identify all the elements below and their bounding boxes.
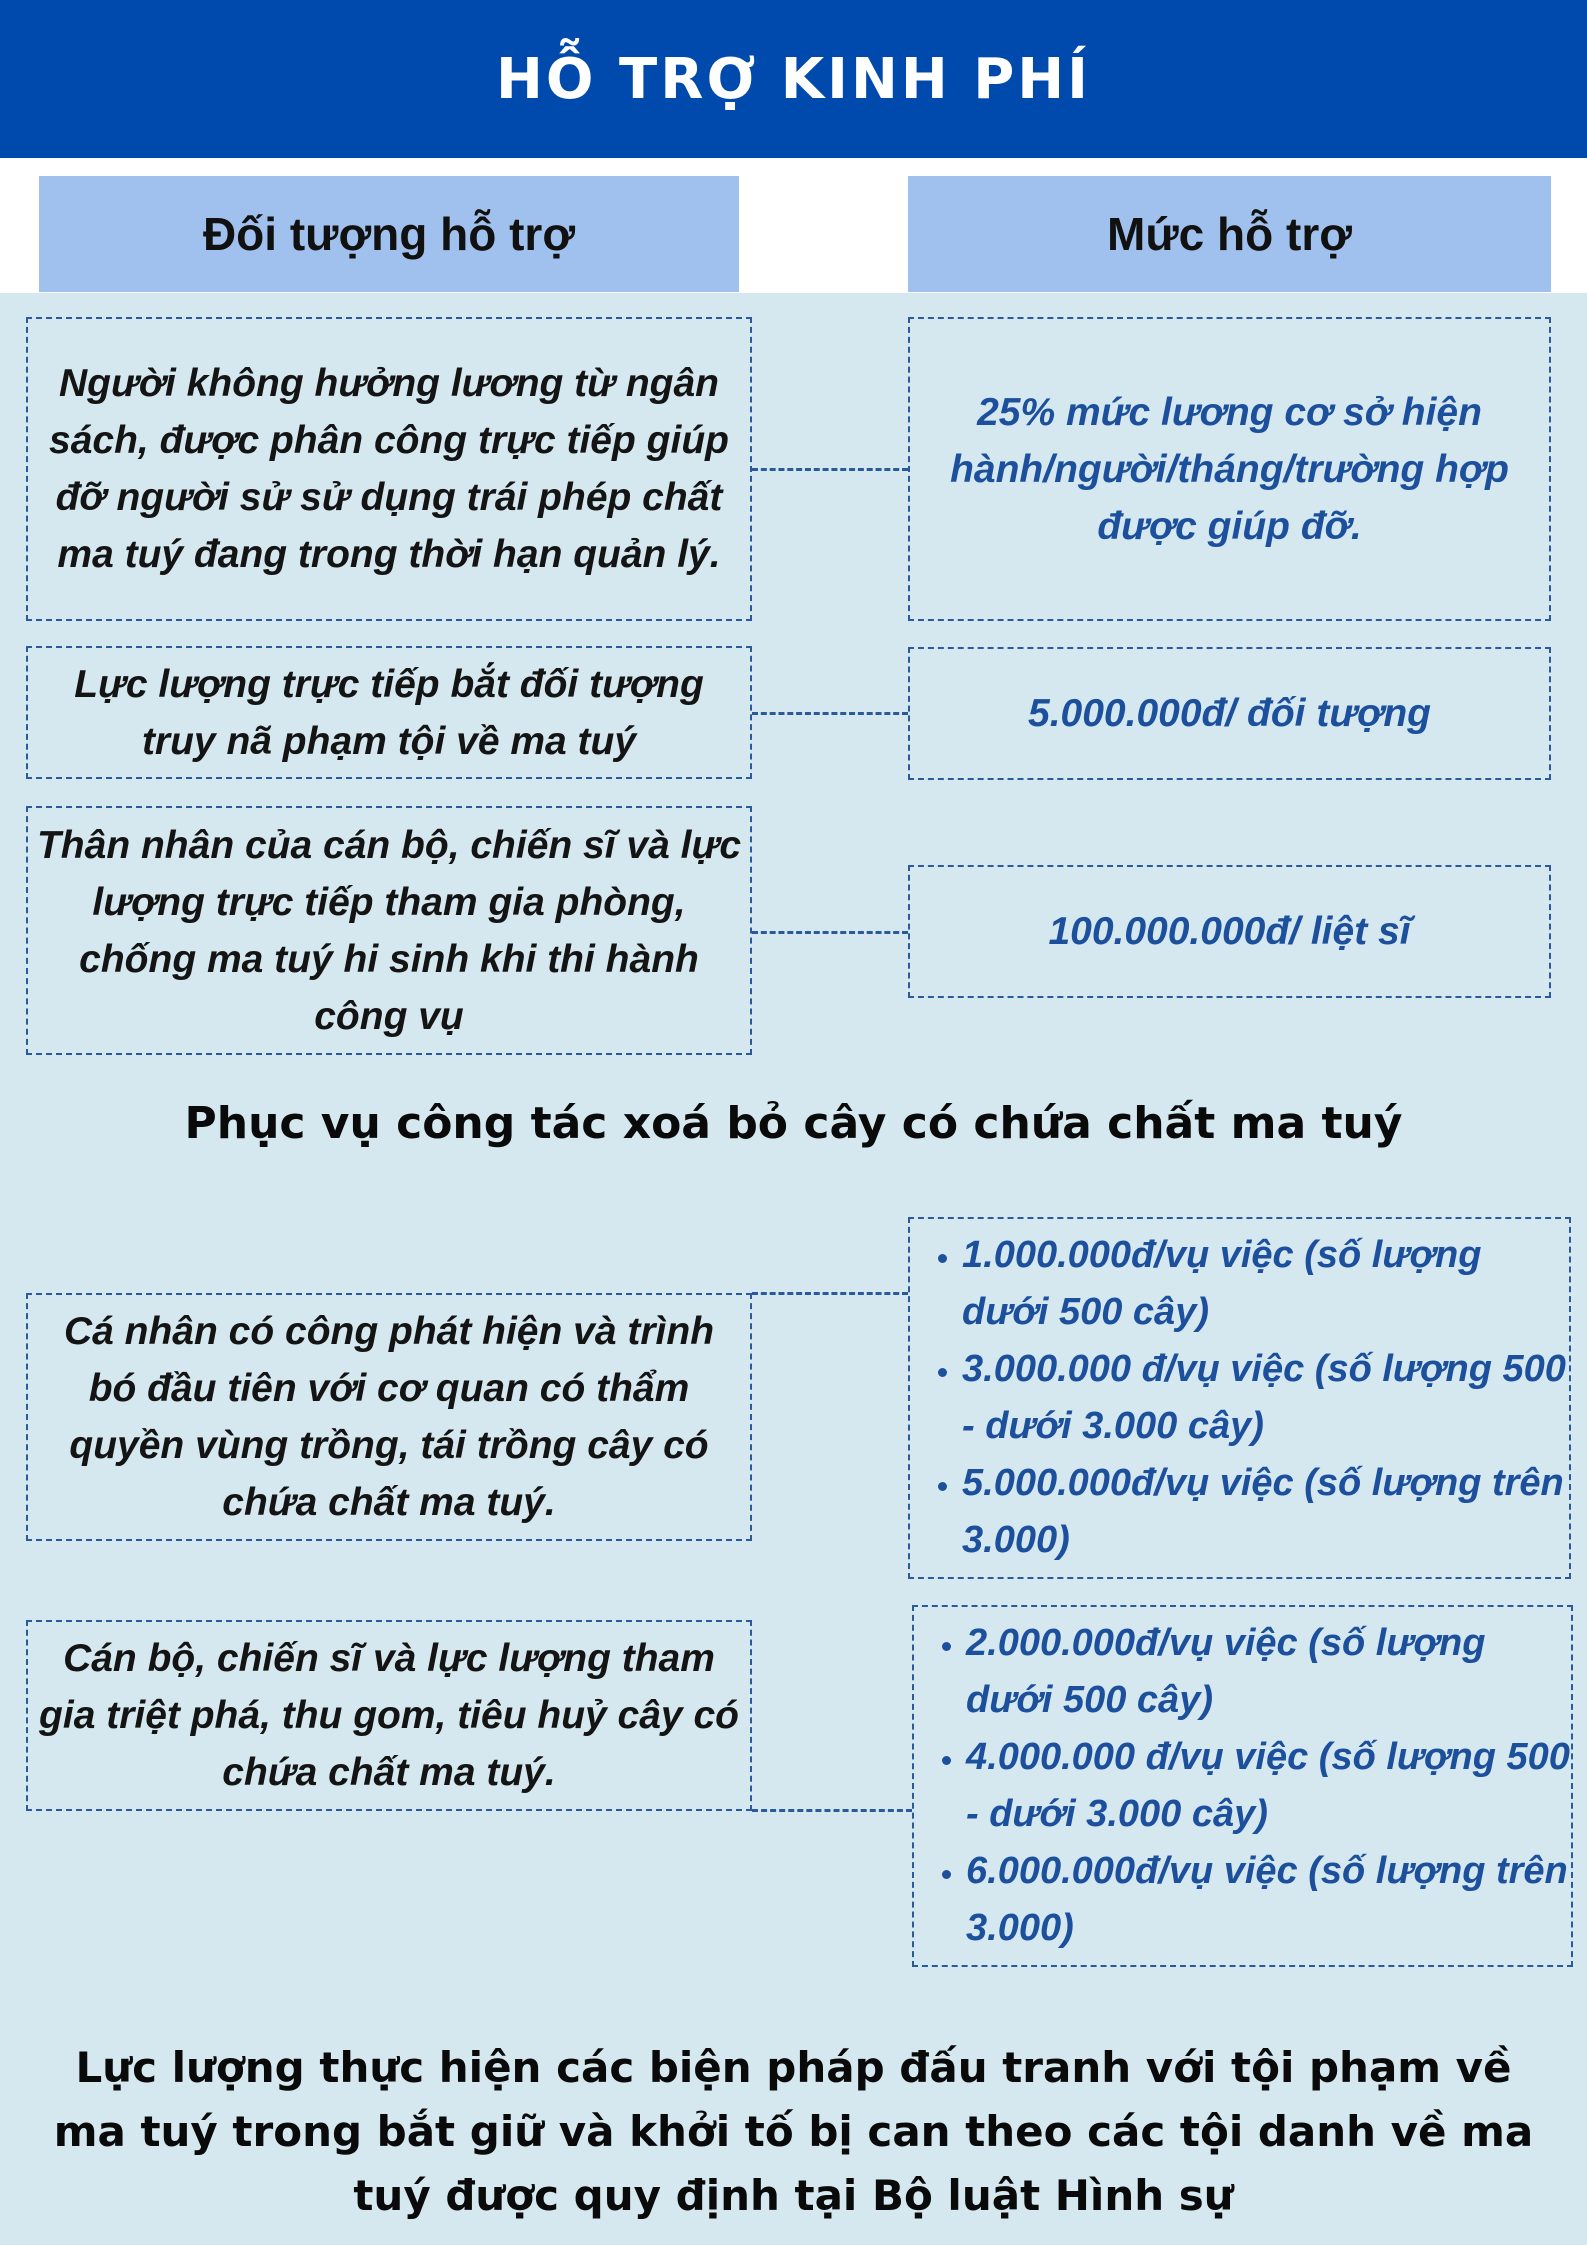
support-box-1 (908, 317, 1551, 621)
page-title: HỖ TRỢ KINH PHÍ (496, 46, 1091, 112)
section-subject-box-2 (26, 1620, 752, 1811)
section-subject-box-1 (26, 1293, 752, 1541)
list-item: • 2.000.000đ/vụ việc (số lượng dưới 500 cây) (966, 1615, 1571, 1729)
section-support-box-2 (912, 1605, 1573, 1967)
section-title: Phục vụ công tác xoá bỏ cây có chứa chất ma tuý (184, 1098, 1403, 1149)
list-item: • 3.000.000 đ/vụ việc (số lượng 500 - dưới 3.000 cây) (962, 1341, 1569, 1455)
subject-box-3 (26, 806, 752, 1055)
connector-1 (752, 468, 908, 471)
section-support-box-1 (908, 1217, 1571, 1579)
column-header-subject: Đối tượng hỗ trợ (39, 176, 739, 292)
support-list-1 (910, 1227, 1569, 1569)
connector-3 (752, 931, 908, 934)
header-banner (0, 0, 1587, 158)
connector-2 (752, 712, 908, 715)
list-item: • 4.000.000 đ/vụ việc (số lượng 500 - dưới 3.000 cây) (966, 1729, 1571, 1843)
list-item: • 5.000.000đ/vụ việc (số lượng trên 3.000) (962, 1455, 1569, 1569)
subject-box-1 (26, 317, 752, 621)
list-item: • 6.000.000đ/vụ việc (số lượng trên 3.000) (966, 1843, 1571, 1957)
subject-text-1: Người không hưởng lương từ ngân sách, được phân công trực tiếp giúp đỡ người sử sử dụng trái phép chất ma tuý đang trong thời hạn quản lý. (49, 362, 729, 576)
support-text-2: 5.000.000đ/ đối tượng (1028, 692, 1431, 735)
footer-text: Lực lượng thực hiện các biện pháp đấu tranh với tội phạm về ma tuý trong bắt giữ và khởi tố bị can theo các tội danh về ma tuý được quy định tại Bộ luật Hình sự (53, 2043, 1534, 2220)
subject-text-3: Thân nhân của cán bộ, chiến sĩ và lực lượng trực tiếp tham gia phòng, chống ma tuý hi sinh khi thi hành công vụ (36, 823, 742, 1038)
column-header-support: Mức hỗ trợ (908, 176, 1551, 292)
section-subject-text-2: Cán bộ, chiến sĩ và lực lượng tham gia triệt phá, thu gom, tiêu huỷ cây có chứa chất ma tuý. (39, 1637, 739, 1794)
support-list-2 (914, 1615, 1571, 1957)
support-box-2 (908, 647, 1551, 780)
support-text-3: 100.000.000đ/ liệt sĩ (1048, 910, 1411, 953)
connector-5 (752, 1809, 912, 1812)
support-box-3 (908, 865, 1551, 998)
subject-box-2 (26, 646, 752, 779)
support-text-1: 25% mức lương cơ sở hiện hành/người/tháng/trường hợp được giúp đỡ. (950, 390, 1509, 548)
subject-text-2: Lực lượng trực tiếp bắt đối tượng truy nã phạm tội về ma tuý (74, 662, 704, 763)
list-item: • 1.000.000đ/vụ việc (số lượng dưới 500 cây) (962, 1227, 1569, 1341)
section-subject-text-1: Cá nhân có công phát hiện và trình bó đầu tiên với cơ quan có thẩm quyền vùng trồng, tái trồng cây có chứa chất ma tuý. (63, 1310, 715, 1524)
connector-4 (752, 1292, 908, 1295)
